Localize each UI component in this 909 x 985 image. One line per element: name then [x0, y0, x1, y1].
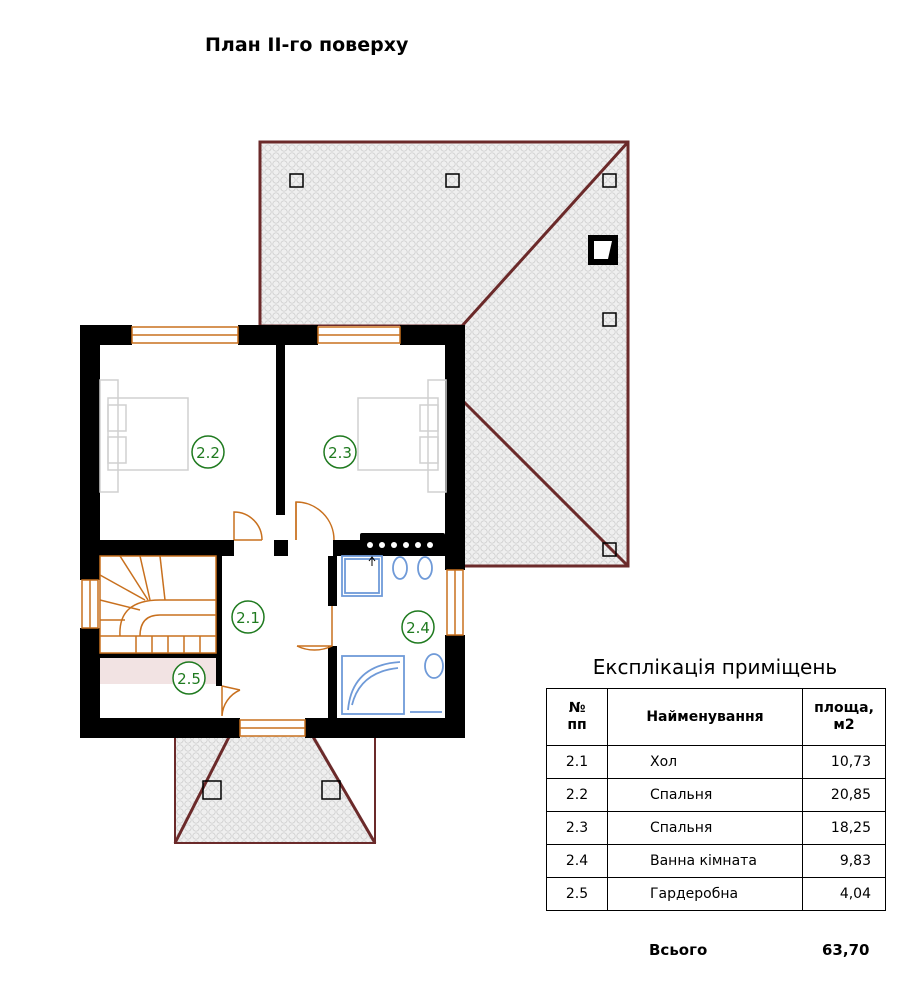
- row-area: 9,83: [803, 845, 886, 878]
- header-number: № пп: [547, 689, 608, 746]
- row-number: 2.5: [547, 878, 608, 911]
- header-area: площа, м2: [803, 689, 886, 746]
- row-name: Спальня: [608, 812, 803, 845]
- row-area: 18,25: [803, 812, 886, 845]
- room-label-2-5: [173, 662, 205, 694]
- svg-text:2.5: 2.5: [177, 670, 201, 688]
- svg-text:2.4: 2.4: [406, 619, 430, 637]
- row-name: Ванна кімната: [608, 845, 803, 878]
- table-row: [547, 845, 886, 878]
- room-label-2-3: [324, 436, 356, 468]
- total-label: Всього: [649, 941, 708, 959]
- row-name: Хол: [608, 746, 803, 779]
- row-area: 4,04: [803, 878, 886, 911]
- room-label-2-2: [192, 436, 224, 468]
- row-name: Спальня: [608, 779, 803, 812]
- svg-text:2.1: 2.1: [236, 609, 260, 627]
- header-name: Найменування: [608, 689, 803, 746]
- row-number: 2.3: [547, 812, 608, 845]
- table-row: [547, 779, 886, 812]
- table-row: [547, 746, 886, 779]
- svg-text:2.2: 2.2: [196, 444, 220, 462]
- room-legend-table: [546, 688, 886, 911]
- row-area: 20,85: [803, 779, 886, 812]
- svg-text:2.3: 2.3: [328, 444, 352, 462]
- legend-header-row: [547, 689, 886, 746]
- table-row: [547, 878, 886, 911]
- page-title: План II-го поверху: [205, 34, 409, 56]
- row-number: 2.4: [547, 845, 608, 878]
- total-value: 63,70: [822, 941, 870, 959]
- row-area: 10,73: [803, 746, 886, 779]
- row-number: 2.1: [547, 746, 608, 779]
- row-name: Гардеробна: [608, 878, 803, 911]
- room-label-2-1: [232, 601, 264, 633]
- row-number: 2.2: [547, 779, 608, 812]
- room-label-2-4: [402, 611, 434, 643]
- table-row: [547, 812, 886, 845]
- legend-title: Експлікація приміщень: [592, 655, 838, 679]
- lower-terrace: [175, 730, 375, 843]
